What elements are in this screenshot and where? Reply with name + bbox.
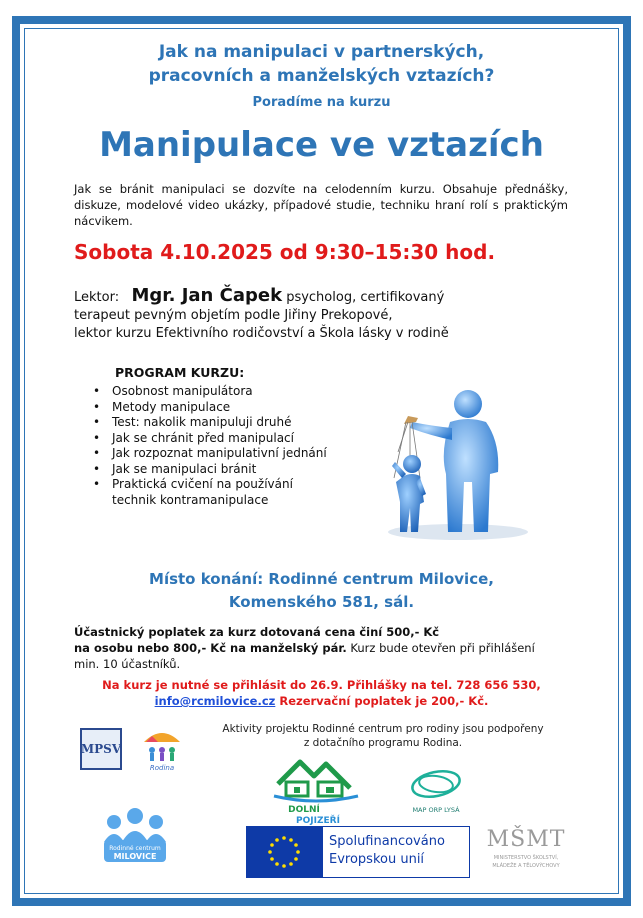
puppet-illustration <box>380 382 530 542</box>
rodina-logo <box>140 728 185 772</box>
header-question <box>30 40 613 88</box>
registration-line1: Na kurz je nutné se přihlásit do 26.9. Přihlášky na tel. 728 656 530, <box>102 678 541 692</box>
program-title: PROGRAM KURZU: <box>115 365 245 380</box>
mpsv-logo <box>80 728 122 770</box>
program-item: • Jak se chránit před manipulací <box>90 431 330 447</box>
fee-bold1: Účastnický poplatek za kurz dotovaná cena činí 500,- Kč <box>74 625 440 639</box>
dolni-text: DOLNÍ <box>288 805 320 815</box>
eu-flag-icon <box>246 826 322 878</box>
event-date: Sobota 4.10.2025 od 9:30–15:30 hod. <box>74 240 496 264</box>
map-orp-text: MAP ORP LYSÁ <box>412 806 460 814</box>
event-place-line2: Komenského 581, sál. <box>228 593 415 611</box>
lektor-desc3: lektor kurzu Efektivního rodičovství a Škola lásky v rodině <box>74 326 449 341</box>
support-line2: z dotačního programu Rodina. <box>303 737 463 749</box>
page-title: Manipulace ve vztazích <box>99 125 544 165</box>
program-item: • Metody manipulace <box>90 400 330 416</box>
lektor-desc1: psycholog, certifikovaný <box>282 290 445 305</box>
header-subtitle: Poradíme na kurzu <box>252 95 391 110</box>
support-text <box>198 722 568 750</box>
program-list <box>90 384 330 508</box>
program-item: • Test: nakolik manipuluji druhé <box>90 415 330 431</box>
email-link[interactable]: info@rcmilovice.cz <box>154 694 276 708</box>
header-question-line2: pracovních a manželských vztazích? <box>148 66 495 86</box>
lektor-label: Lektor: <box>74 290 120 305</box>
event-place-line1: Místo konání: Rodinné centrum Milovice, <box>149 570 494 588</box>
program-item: • Praktická cvičení na používání technik kontramanipulace <box>90 477 330 508</box>
dolni-pojizeri-logo <box>268 752 364 828</box>
eu-text2: Evropskou unií <box>329 852 425 867</box>
program-item: • Jak se manipulaci bránit <box>90 462 330 478</box>
eu-cofinanced-text <box>322 826 470 878</box>
pojizeri-text: POJIZEŘÍ <box>296 816 340 826</box>
fee-text <box>74 624 554 672</box>
program-item: • Osobnost manipulátora <box>90 384 330 400</box>
rc-milovice-logo <box>102 806 168 864</box>
eu-text1: Spolufinancováno <box>329 834 445 849</box>
msmt-logo <box>478 826 574 882</box>
event-place <box>30 568 613 614</box>
lektor-name: Mgr. Jan Čapek <box>131 285 283 306</box>
msmt-logo-text: MŠMT <box>486 827 566 852</box>
rodina-logo-text: Rodina <box>149 764 175 772</box>
lektor-desc2: terapeut pevným objetím podle Jiřiny Prekopové, <box>74 308 393 323</box>
rcm-text2: MILOVICE <box>113 852 157 861</box>
header-question-line1: Jak na manipulaci v partnerských, <box>158 42 485 62</box>
eu-stars-icon <box>246 826 322 878</box>
fee-bold2: na osobu nebo 800,- Kč na manželský pár. <box>74 641 347 655</box>
registration-text <box>30 677 613 709</box>
msmt-sub2: MLÁDEŽE A TĚLOVÝCHOVY <box>492 863 560 869</box>
program-item: • Jak rozpoznat manipulativní jednání <box>90 446 330 462</box>
support-line1: Aktivity projektu Rodinné centrum pro rodiny jsou podpořeny <box>222 723 544 735</box>
lektor-block <box>74 287 574 343</box>
msmt-sub1: MINISTERSTVO ŠKOLSTVÍ, <box>493 855 559 861</box>
mpsv-logo-text: MPSV <box>80 742 122 756</box>
fee-normal: Kurz bude otevřen při přihlášení min. 10 účastníků. <box>74 641 535 671</box>
intro-text: Jak se bránit manipulaci se dozvíte na celodenním kurzu. Obsahuje přednášky, diskuze, modelové video ukázky, případové studie, techniku hraní rolí s praktickým nácvikem. <box>74 182 568 228</box>
registration-line2: Rezervační poplatek je 200,- Kč. <box>275 694 489 708</box>
map-orp-lysa-logo <box>400 764 472 816</box>
rcm-text1: Rodinné centrum <box>109 845 161 852</box>
